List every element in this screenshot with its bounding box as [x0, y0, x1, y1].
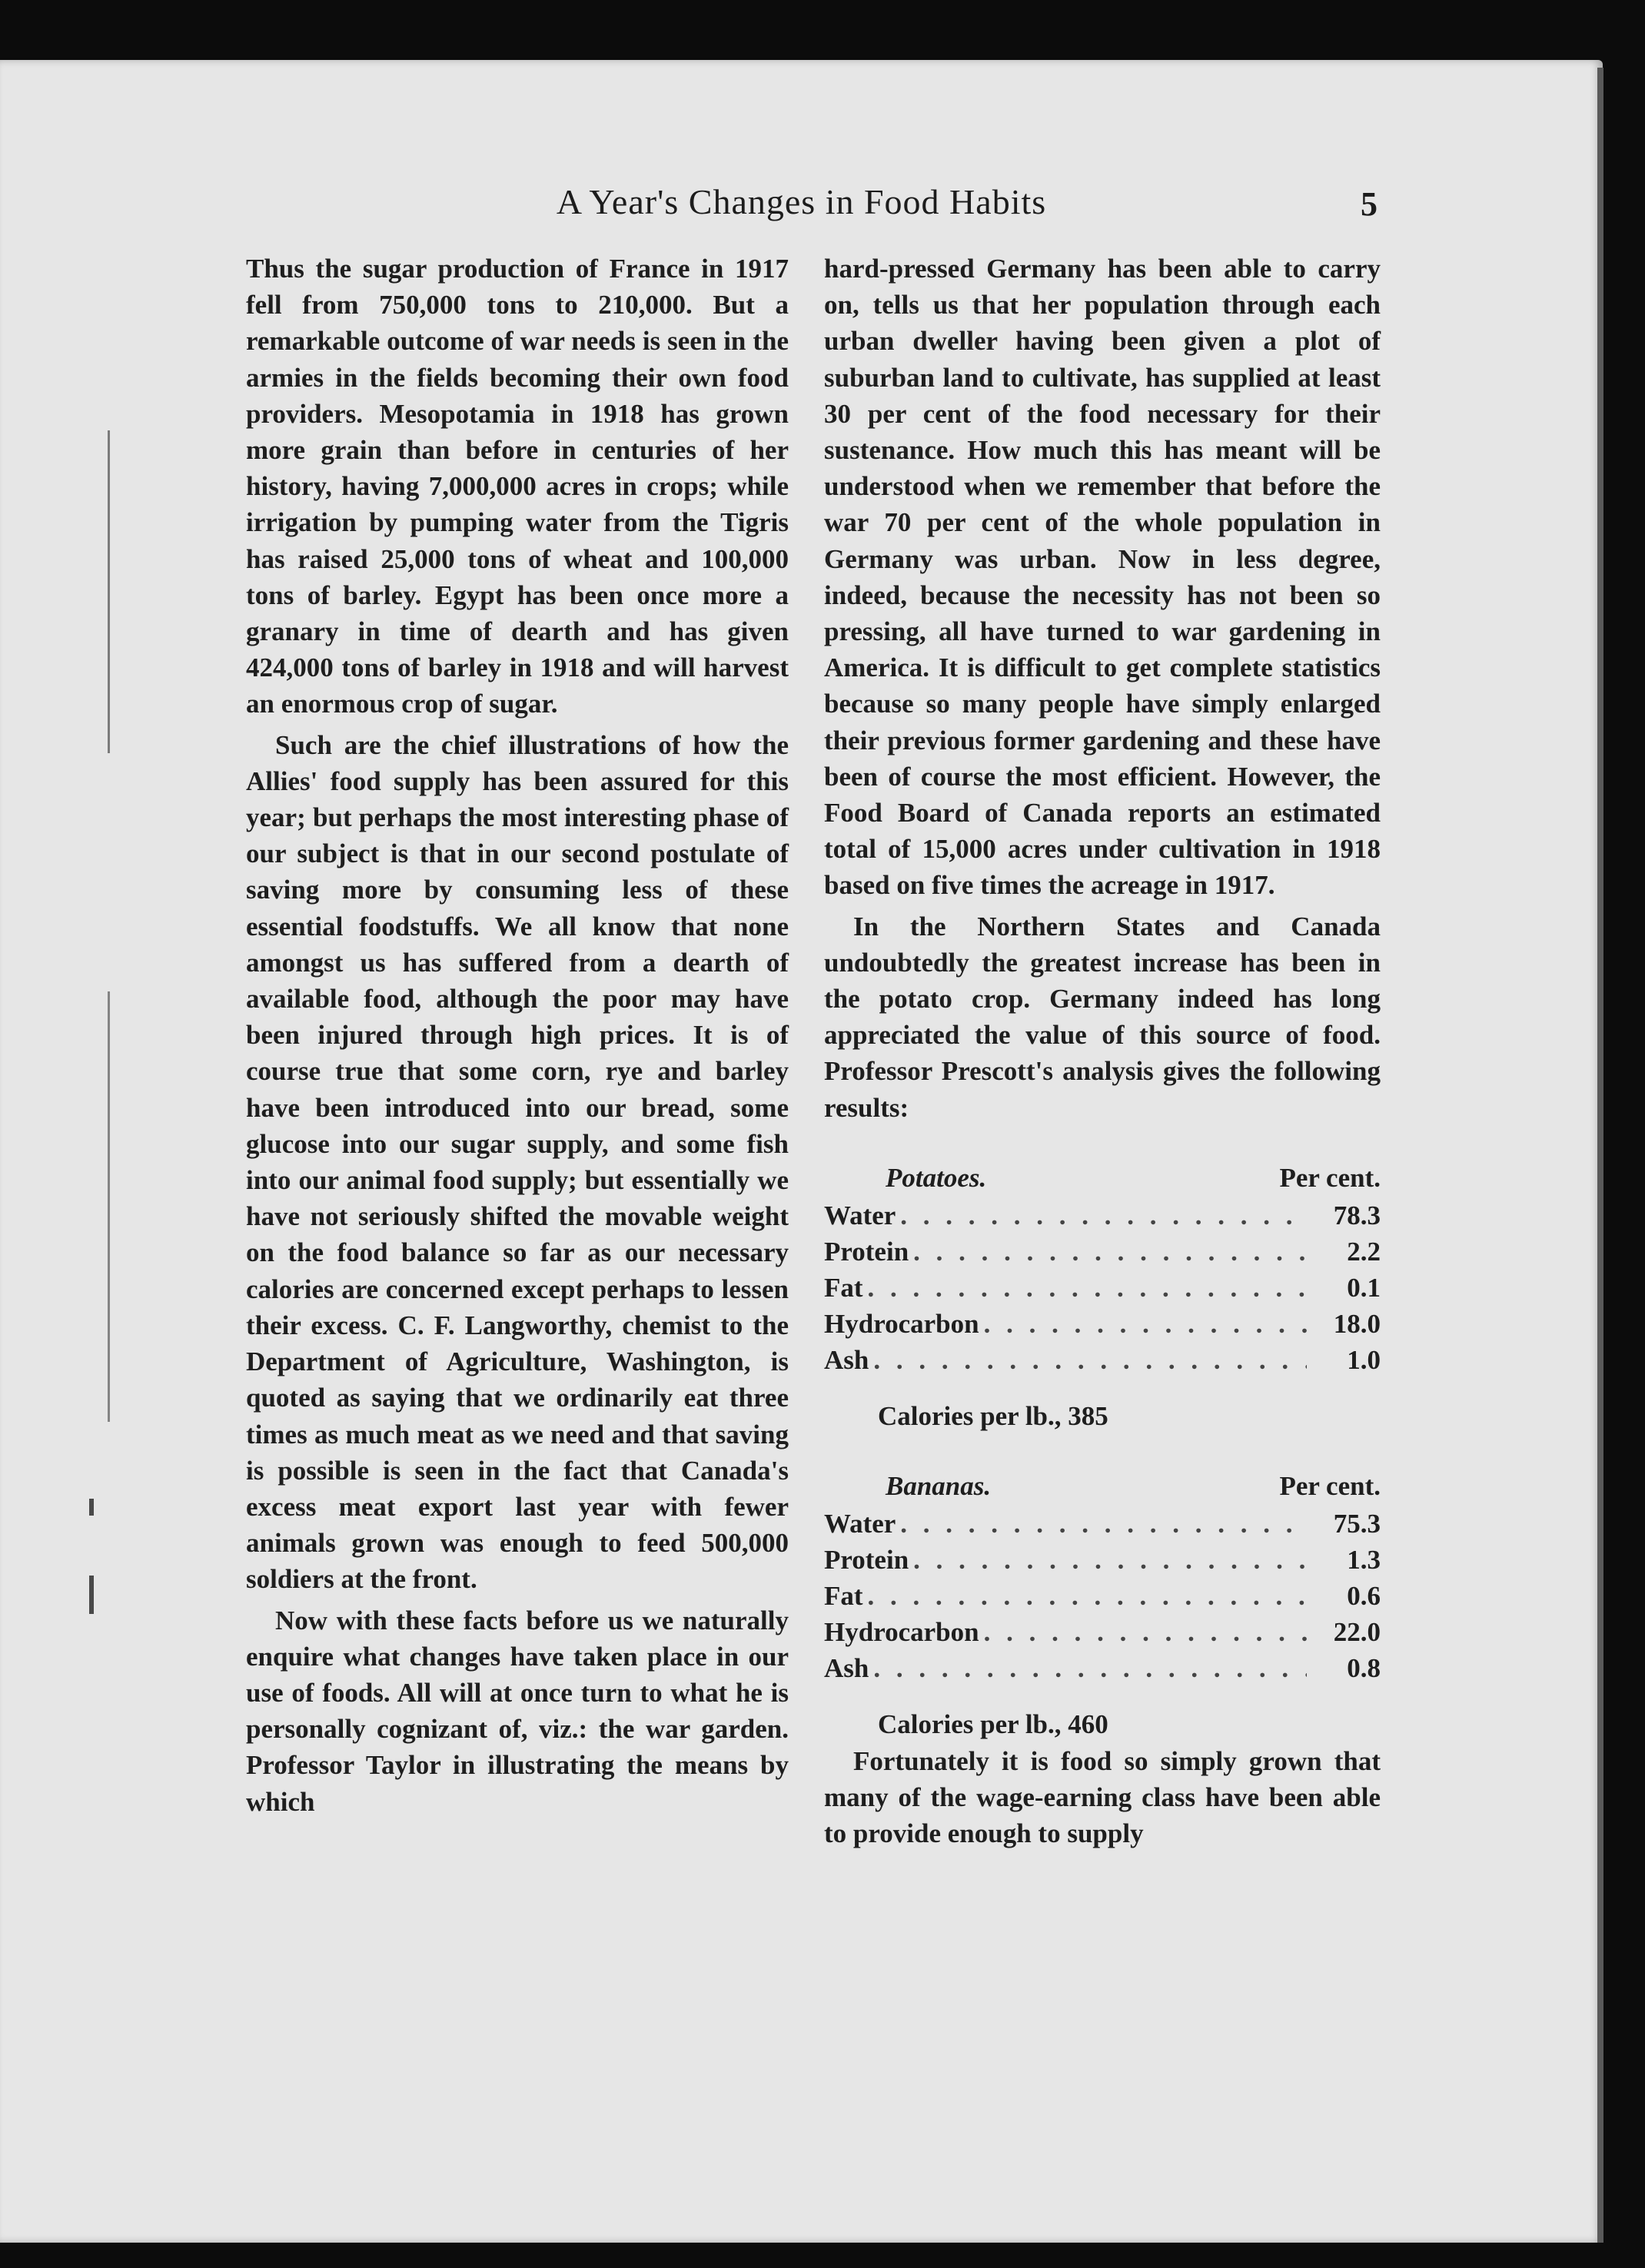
row-label: Protein — [824, 1237, 909, 1267]
row-label: Fat — [824, 1581, 863, 1612]
dot-leader — [984, 1306, 1307, 1342]
table-row — [824, 1578, 1381, 1614]
paragraph: Now with these facts before us we naturally enquire what changes have taken place in our use of foods. All will at once turn to what he is personally cognizant of, viz.: the war garden. Professor Taylor in illustrating the means by which — [246, 1605, 789, 1817]
paragraph: Such are the chief illustrations of how the Allies' food supply has been assured for this year; but perhaps the most interesting phase of our subject is that in our second postulate of saving more by consuming less of these essential foodstuffs. We all know that none amongst us has suffered from a dearth of available food, although the poor may have been injured through high prices. It is of course true that some corn, rye and barley have been introduced into our bread, some glucose into our sugar supply, and some fish into our animal food supply; but essentially we have not seriously shifted the movable weight on the food balance so far as our necessary calories are concerned except perhaps to lessen their excess. C. F. Langworthy, chemist to the Department of Agriculture, Washington, is quoted as saying that we ordinarily eat three times as much meat as we need and that saving is possible is seen in the fact that Canada's excess meat export last year with fewer animals grown was enough to feed 500,000 soldiers at the front. — [246, 729, 789, 1595]
row-value: 0.1 — [1347, 1273, 1381, 1303]
dot-leader — [900, 1197, 1307, 1234]
row-value: 1.0 — [1347, 1345, 1381, 1376]
left-column — [246, 251, 789, 1820]
row-label: Water — [824, 1200, 896, 1231]
table-header — [824, 1160, 1381, 1196]
table-row — [824, 1234, 1381, 1270]
margin-mark — [108, 991, 110, 1422]
paragraph: Fortunately it is food so simply grown that many of the wage-earning class have been able to provide enough to supply — [824, 1745, 1381, 1849]
row-value: 22.0 — [1333, 1617, 1381, 1648]
table-row — [824, 1542, 1381, 1578]
table-row — [824, 1650, 1381, 1686]
row-value: 78.3 — [1333, 1200, 1381, 1231]
row-value: 18.0 — [1333, 1309, 1381, 1340]
row-value: 1.3 — [1347, 1545, 1381, 1576]
row-value: 75.3 — [1333, 1509, 1381, 1539]
page-edge — [1597, 68, 1603, 2243]
dot-leader — [984, 1614, 1307, 1650]
margin-mark — [89, 1499, 94, 1516]
dot-leader — [900, 1506, 1307, 1542]
margin-mark — [108, 430, 110, 753]
row-label: Protein — [824, 1545, 909, 1576]
bananas-table — [824, 1468, 1381, 1742]
row-value: 2.2 — [1347, 1237, 1381, 1267]
table-row — [824, 1506, 1381, 1542]
running-head: A Year's Changes in Food Habits — [556, 182, 1047, 221]
paragraph: Thus the sugar production of France in 1917 fell from 750,000 tons to 210,000. But a remarkable outcome of war needs is seen in the armies in the fields becoming their own food providers. Mesopotamia in 1918 has grown more grain than before in centuries of her history, having 7,000,000 acres in crops; while irrigation by pumping water from the Tigris has raised 25,000 tons of wheat and 100,000 tons of barley. Egypt has been once more a granary in time of dearth and has given 424,000 tons of barley in 1918 and will harvest an enormous crop of sugar. — [246, 254, 789, 719]
dot-leader — [913, 1234, 1307, 1270]
row-value: 0.6 — [1347, 1581, 1381, 1612]
row-label: Water — [824, 1509, 896, 1539]
row-label: Hydrocarbon — [824, 1617, 979, 1648]
row-label: Fat — [824, 1273, 863, 1303]
row-label: Ash — [824, 1345, 869, 1376]
page-number: 5 — [1361, 185, 1377, 223]
calories-line: Calories per lb., 385 — [878, 1401, 1108, 1432]
table-title: Potatoes. — [886, 1162, 987, 1193]
calories-line: Calories per lb., 460 — [878, 1709, 1108, 1740]
table-row — [824, 1342, 1381, 1378]
paragraph: In the Northern States and Canada undoubtedly the greatest increase has been in the potato crop. Germany indeed has long appreciated the value of this source of food. Professor Prescott's analysis gives the following results: — [824, 911, 1381, 1123]
table-unit: Per cent. — [1279, 1162, 1381, 1193]
paragraph: hard-pressed Germany has been able to carry on, tells us that her population through each urban dweller having been given a plot of suburban land to cultivate, has supplied at least 30 per cent of the food necessary for their sustenance. How much this has meant will be understood when we remember that before the war 70 per cent of the whole population in Germany was urban. Now in less degree, indeed, because the necessity has not been so pressing, all have turned to war gardening in America. It is difficult to get complete statistics because so many people have simply enlarged their previous former gardening and these have been of course the most efficient. However, the Food Board of Canada reports an estimated total of 15,000 acres under cultivation in 1918 based on five times the acreage in 1917. — [824, 254, 1381, 901]
margin-mark — [89, 1576, 94, 1614]
table-header — [824, 1468, 1381, 1504]
table-row — [824, 1306, 1381, 1342]
right-column — [824, 251, 1381, 1851]
table-row — [824, 1270, 1381, 1306]
table-unit: Per cent. — [1279, 1471, 1381, 1502]
table-row — [824, 1197, 1381, 1234]
table-title: Bananas. — [886, 1471, 992, 1502]
dot-leader — [873, 1650, 1307, 1686]
dot-leader — [868, 1578, 1307, 1614]
dot-leader — [868, 1270, 1307, 1306]
row-value: 0.8 — [1347, 1653, 1381, 1684]
potatoes-table — [824, 1160, 1381, 1434]
dot-leader — [913, 1542, 1307, 1578]
row-label: Hydrocarbon — [824, 1309, 979, 1340]
dot-leader — [873, 1342, 1307, 1378]
row-label: Ash — [824, 1653, 869, 1684]
table-row — [824, 1614, 1381, 1650]
